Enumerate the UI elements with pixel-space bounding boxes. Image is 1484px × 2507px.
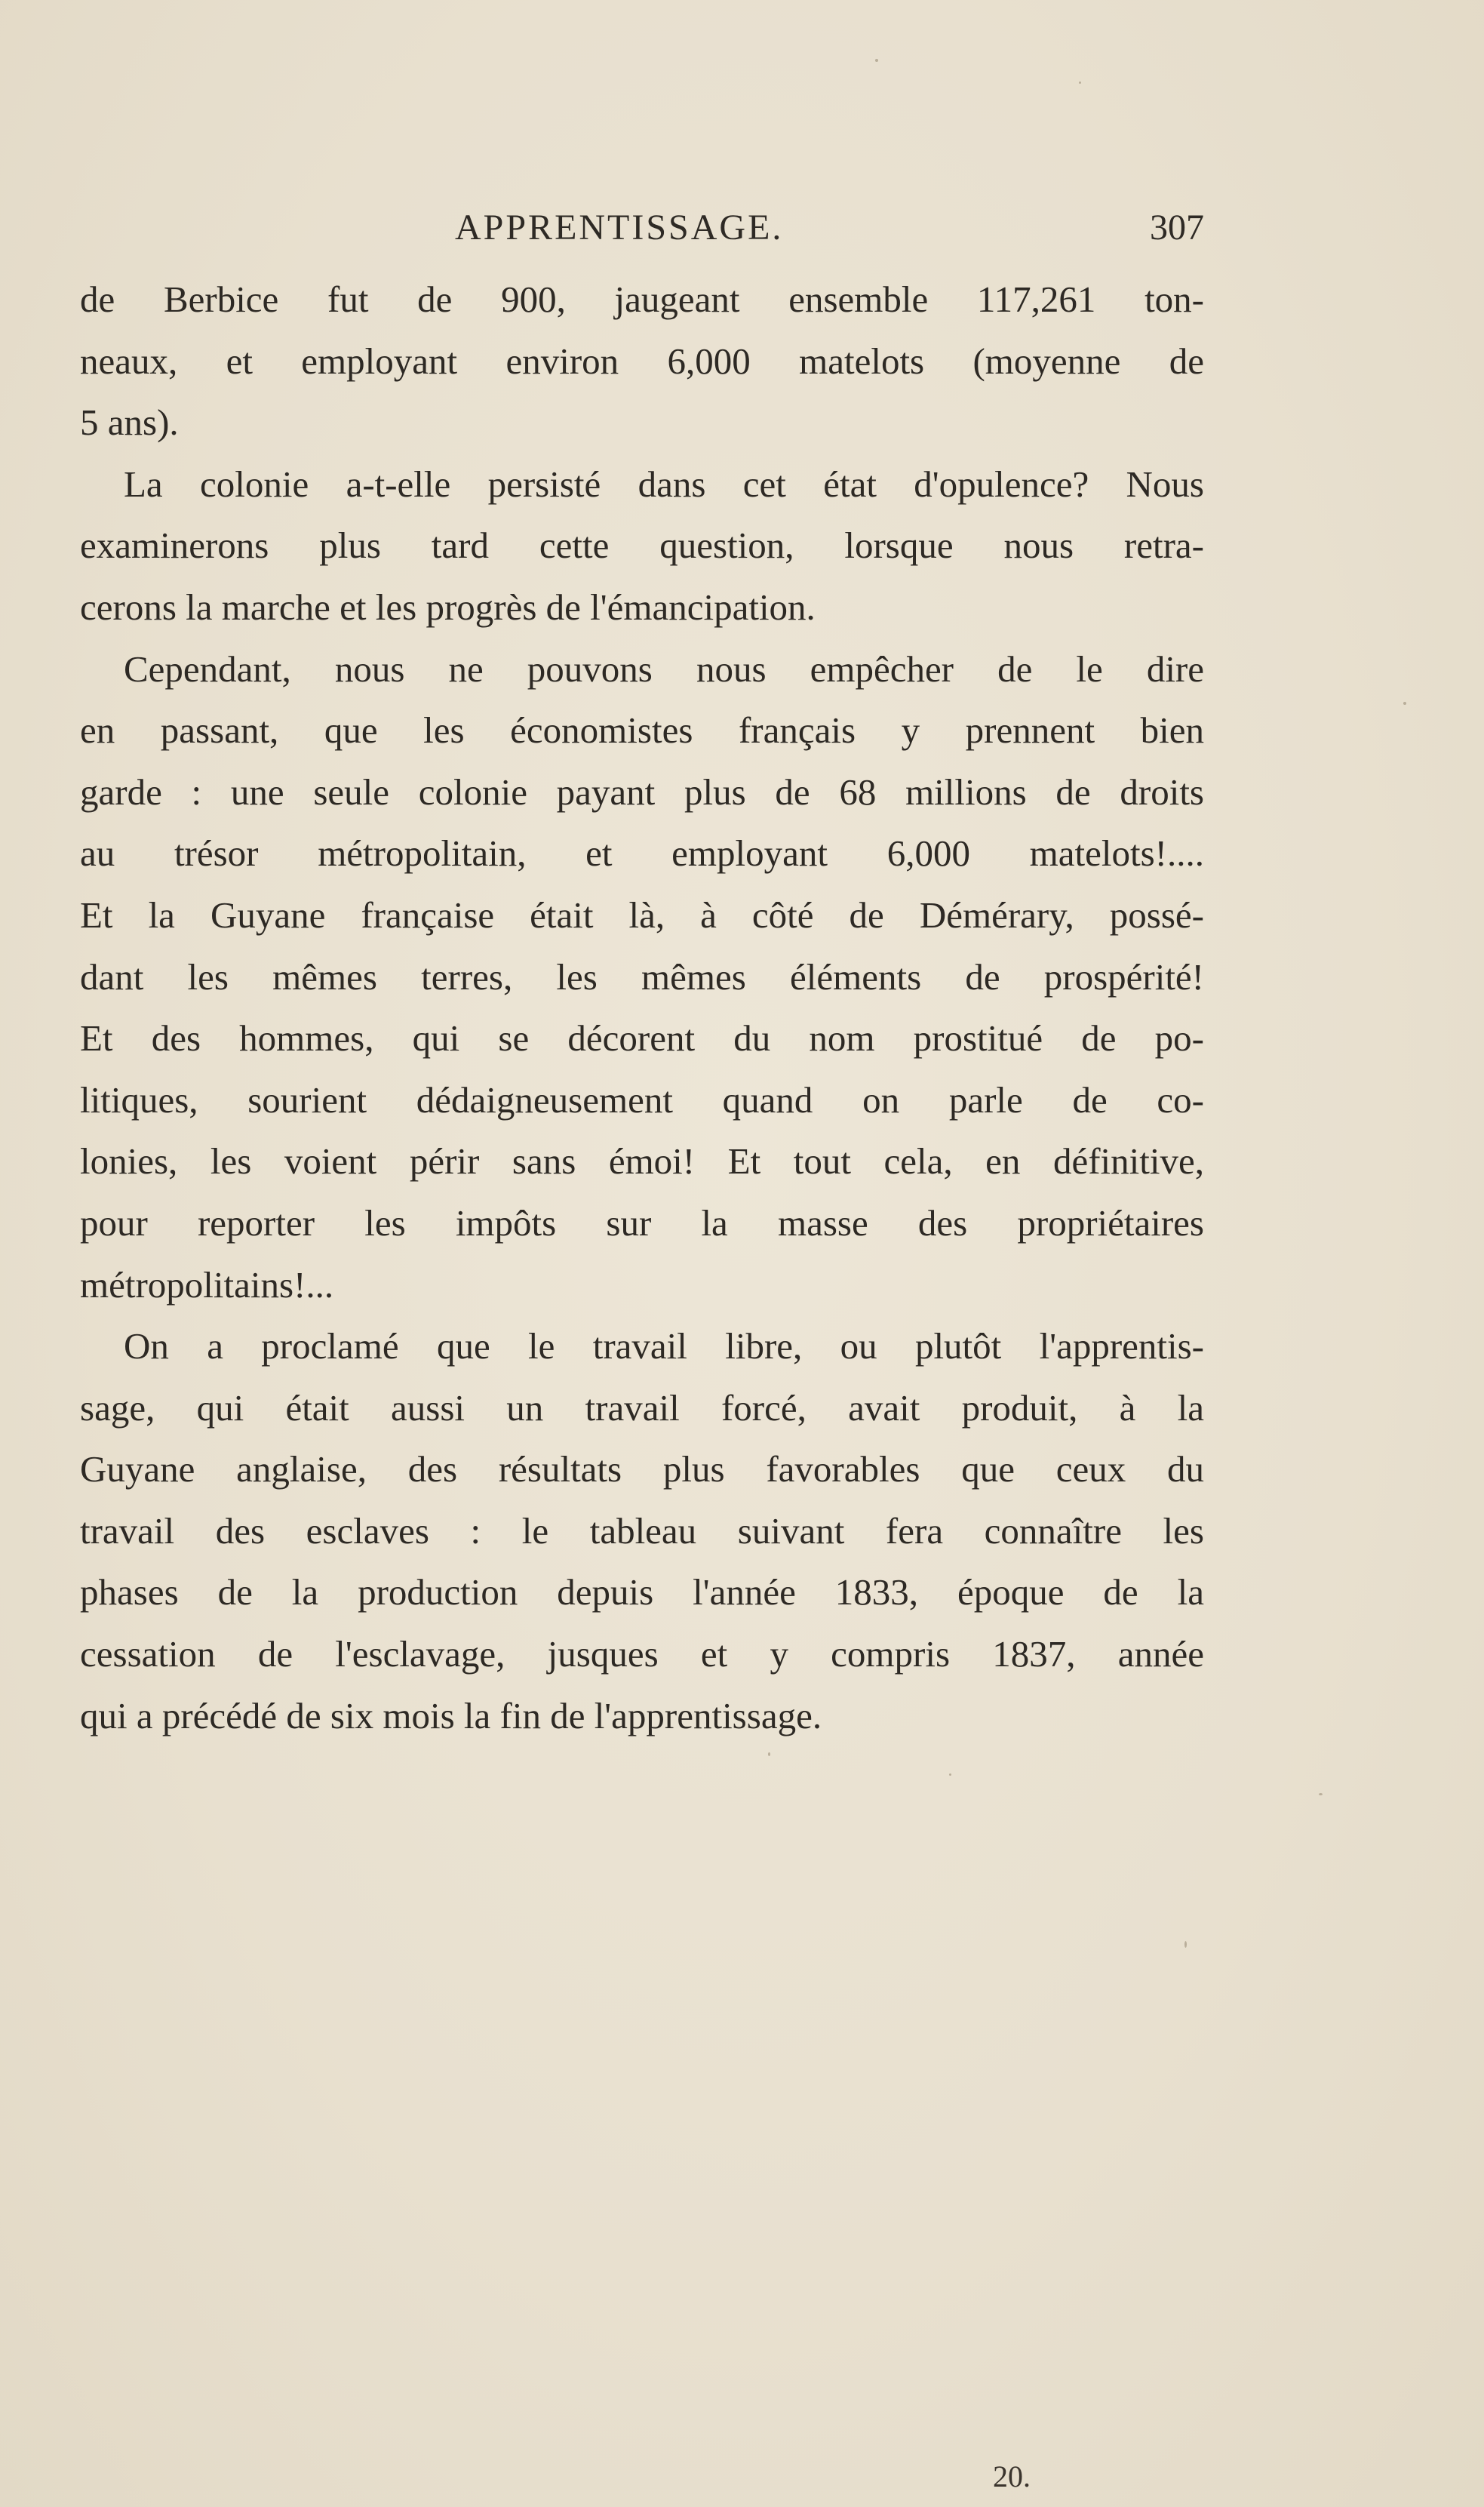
text-line: litiques, sourient dédaigneusement quand on parle de co-: [80, 1078, 1204, 1121]
text-line: sage, qui était aussi un travail forcé, avait produit, à la: [80, 1386, 1204, 1429]
text-line: garde : une seule colonie payant plus de 68 millions de droits: [80, 771, 1204, 813]
text-line: La colonie a-t-elle persisté dans cet état d'opulence? Nous: [124, 463, 1204, 505]
text-line: 5 ans).: [80, 401, 179, 444]
paper-speck: [875, 59, 878, 62]
paragraph: [80, 638, 1204, 1316]
paragraph: [80, 269, 1204, 454]
text-line: en passant, que les économistes français y prennent bien: [80, 709, 1204, 752]
text-line: lonies, les voient périr sans émoi! Et tout cela, en définitive,: [80, 1140, 1204, 1183]
body-text: [80, 269, 1204, 1746]
text-line: Et la Guyane française était là, à côté de Démérary, possé-: [80, 894, 1204, 936]
text-line: examinerons plus tard cette question, lorsque nous retra-: [80, 524, 1204, 567]
text-line: neaux, et employant environ 6,000 matelots (moyenne de: [80, 340, 1204, 382]
paper-speck: [1184, 1941, 1187, 1948]
running-title: APPRENTISSAGE.: [455, 208, 784, 248]
text-line: On a proclamé que le travail libre, ou plutôt l'apprentis-: [124, 1325, 1204, 1367]
text-line: Guyane anglaise, des résultats plus favorables que ceux du: [80, 1448, 1204, 1490]
paper-speck: [1403, 702, 1406, 705]
text-line: travail des esclaves : le tableau suivant fera connaître les: [80, 1509, 1204, 1552]
text-line: Et des hommes, qui se décorent du nom prostitué de po-: [80, 1017, 1204, 1060]
text-line: de Berbice fut de 900, jaugeant ensemble 117,261 ton-: [80, 278, 1204, 320]
paper-speck: [1079, 82, 1081, 84]
text-line: Cependant, nous ne pouvons nous empêcher de le dire: [124, 648, 1204, 690]
signature-mark: 20.: [993, 2459, 1031, 2493]
text-line: cessation de l'esclavage, jusques et y compris 1837, année: [80, 1633, 1204, 1675]
text-line: qui a précédé de six mois la fin de l'apprentissage.: [80, 1694, 822, 1736]
text-line: au trésor métropolitain, et employant 6,000 matelots!....: [80, 832, 1204, 875]
page-number: 307: [1150, 208, 1204, 248]
paper-speck: [768, 1752, 770, 1756]
paper-speck: [1319, 1793, 1323, 1795]
running-head: [80, 205, 1204, 251]
paragraph: [80, 1315, 1204, 1746]
text-line: cerons la marche et les progrès de l'émancipation.: [80, 586, 816, 628]
text-line: métropolitains!...: [80, 1263, 334, 1306]
paragraph: [80, 454, 1204, 638]
text-line: phases de la production depuis l'année 1833, époque de la: [80, 1571, 1204, 1613]
text-line: pour reporter les impôts sur la masse des propriétaires: [80, 1201, 1204, 1244]
text-line: dant les mêmes terres, les mêmes éléments de prospérité!: [80, 955, 1204, 998]
paper-speck: [949, 1773, 951, 1776]
